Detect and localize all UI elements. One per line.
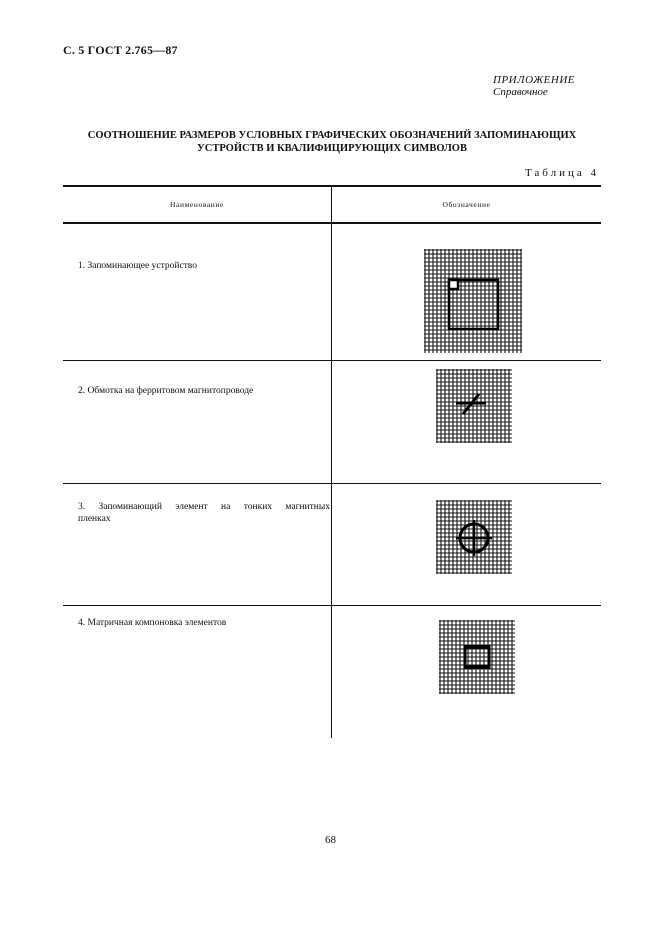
- table-top-border: [63, 185, 601, 187]
- title-line-2: УСТРОЙСТВ И КВАЛИФИЦИРУЮЩИХ СИМВОЛОВ: [197, 143, 467, 154]
- column-header-name: Наименование: [170, 200, 224, 209]
- title-line-1: СООТНОШЕНИЕ РАЗМЕРОВ УСЛОВНЫХ ГРАФИЧЕСКИХ ОБОЗНАЧЕНИЙ ЗАПОМИНАЮЩИХ: [87, 130, 577, 141]
- row-divider-2: [63, 483, 601, 484]
- page-number: 68: [325, 834, 336, 846]
- appendix-label: [493, 74, 575, 98]
- table-row-3-name: [78, 501, 330, 525]
- matrix-layout-symbol: [439, 620, 515, 694]
- table-label: Таблица 4: [524, 167, 599, 179]
- document-header: С. 5 ГОСТ 2.765—87: [63, 43, 178, 57]
- row-divider-1: [63, 360, 601, 361]
- table-row-1-name: 1. Запоминающее устройство: [78, 261, 197, 271]
- storage-device-symbol: [424, 249, 522, 353]
- table-row-3-name-line1: 3. Запоминающий элемент на тонких магнитных: [78, 502, 330, 512]
- column-divider: [331, 186, 332, 738]
- table-row-3-name-line2: пленках: [78, 514, 111, 524]
- column-header-symbol: Обозначение: [442, 200, 491, 209]
- thin-film-memory-element-symbol: [436, 500, 512, 574]
- table-row-4-name: 4. Матричная компоновка элементов: [78, 618, 227, 628]
- ferrite-core-winding-symbol: [436, 369, 512, 443]
- table-header-border: [63, 222, 601, 224]
- document-title: [63, 129, 601, 155]
- appendix-subtitle: Справочное: [493, 86, 548, 98]
- row-divider-3: [63, 605, 601, 606]
- appendix-title: ПРИЛОЖЕНИЕ: [493, 74, 575, 86]
- table-row-2-name: 2. Обмотка на ферритовом магнитопроводе: [78, 386, 254, 396]
